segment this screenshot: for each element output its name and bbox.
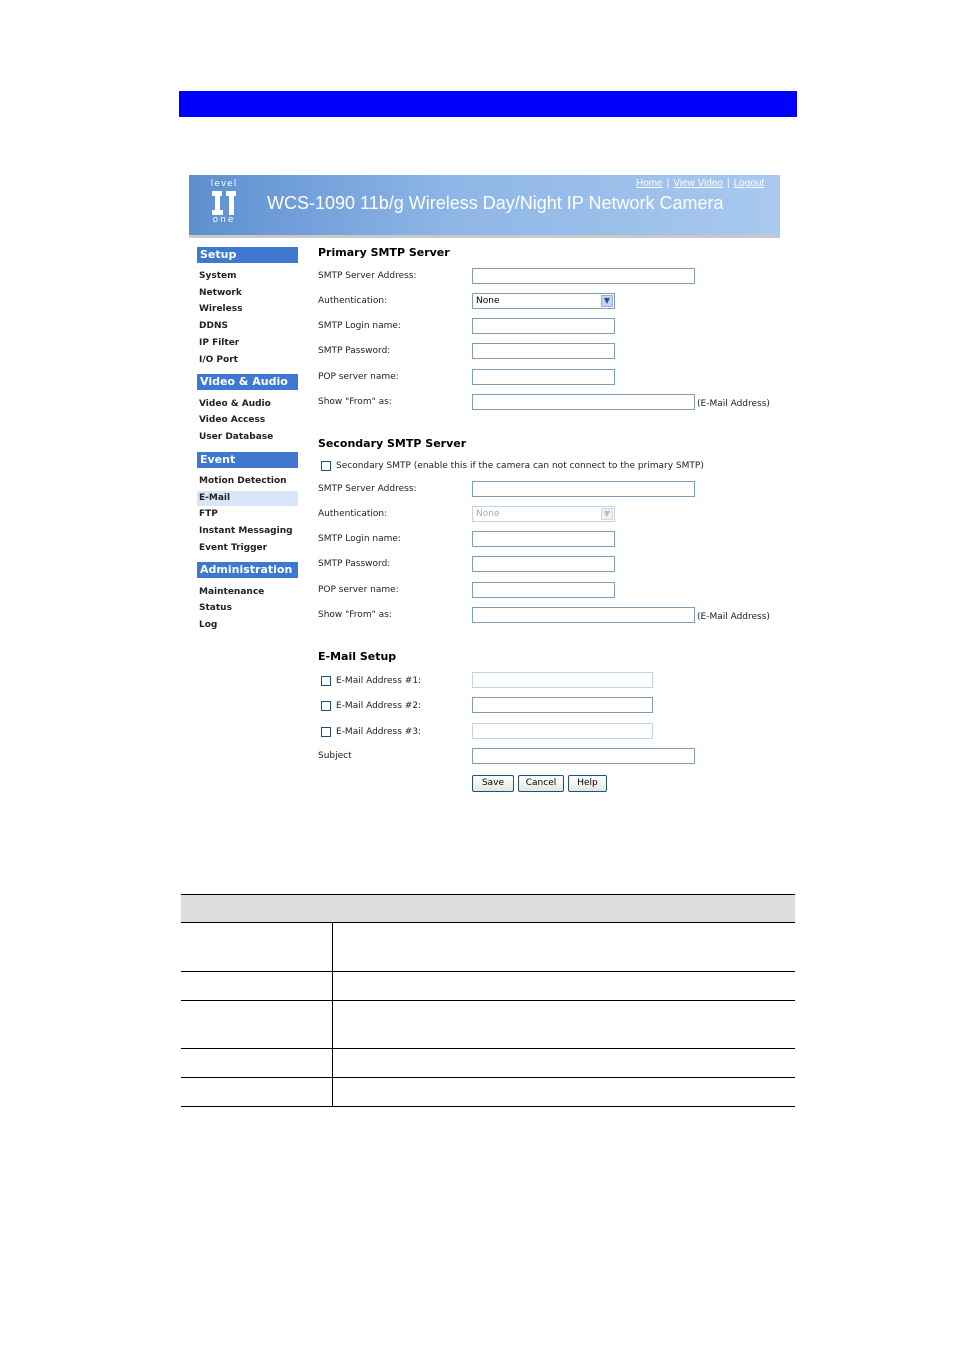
sidebar-item-ddns[interactable]: DDNS	[199, 321, 228, 331]
logo-mark-icon	[212, 191, 236, 215]
logo-text-top: level	[210, 179, 238, 189]
secondary-server-address-input[interactable]	[472, 481, 695, 497]
sidebar-item-user-database[interactable]: User Database	[199, 432, 274, 442]
sidebar-item-ftp[interactable]: FTP	[199, 509, 218, 519]
secondary-password-label: SMTP Password:	[318, 559, 391, 569]
primary-from-label: Show "From" as:	[318, 397, 392, 407]
table-column-divider	[332, 923, 333, 1106]
sidebar-item-network[interactable]: Network	[199, 288, 242, 298]
view-video-link[interactable]: View Video	[673, 178, 723, 189]
email-address-3-label: E-Mail Address #3:	[336, 727, 422, 737]
primary-auth-value: None	[476, 296, 500, 306]
primary-login-label: SMTP Login name:	[318, 321, 401, 331]
secondary-login-label: SMTP Login name:	[318, 534, 401, 544]
subject-label: Subject	[318, 751, 352, 761]
document-title-bar	[179, 91, 797, 117]
sidebar-item-ip-filter[interactable]: IP Filter	[199, 338, 240, 348]
header-links: Home | View Video | Logout	[636, 178, 765, 189]
secondary-smtp-checkbox[interactable]	[321, 461, 331, 471]
sidebar-item-event-trigger[interactable]: Event Trigger	[199, 543, 268, 553]
help-button[interactable]: Help	[568, 775, 607, 792]
email-address-3-checkbox[interactable]	[321, 727, 331, 737]
camera-title: WCS-1090 11b/g Wireless Day/Night IP Network Camera	[267, 193, 724, 213]
sidebar-item-log[interactable]: Log	[199, 620, 218, 630]
email-address-2-label: E-Mail Address #2:	[336, 701, 422, 711]
subject-input[interactable]	[472, 748, 695, 764]
home-link[interactable]: Home	[636, 178, 663, 189]
table-row-divider	[181, 1048, 795, 1049]
table-row-divider	[181, 1000, 795, 1001]
sidebar-item-io-port[interactable]: I/O Port	[199, 355, 238, 365]
secondary-auth-value: None	[476, 509, 500, 519]
email-address-3-input[interactable]	[472, 723, 653, 739]
email-address-1-input[interactable]	[472, 672, 653, 688]
sidebar-item-video-access[interactable]: Video Access	[199, 415, 266, 425]
email-address-1-checkbox[interactable]	[321, 676, 331, 686]
secondary-from-input[interactable]	[472, 607, 695, 623]
sidebar-item-email[interactable]: E-Mail	[199, 493, 231, 503]
logo-text-bottom: one	[212, 215, 236, 225]
sidebar-item-motion-detection[interactable]: Motion Detection	[199, 476, 287, 486]
sidebar-section-event: Event	[197, 452, 298, 468]
primary-from-input[interactable]	[472, 394, 695, 410]
secondary-smtp-title: Secondary SMTP Server	[318, 437, 467, 450]
sidebar-section-setup: Setup	[197, 247, 298, 263]
primary-auth-select[interactable]	[472, 293, 615, 309]
chevron-down-icon: ▼	[601, 508, 613, 520]
primary-auth-label: Authentication:	[318, 296, 388, 306]
secondary-from-label: Show "From" as:	[318, 610, 392, 620]
primary-pop-label: POP server name:	[318, 372, 399, 382]
email-setup-title: E-Mail Setup	[318, 650, 397, 663]
primary-smtp-title: Primary SMTP Server	[318, 246, 450, 259]
secondary-smtp-checkbox-label: Secondary SMTP (enable this if the camera can not connect to the primary SMTP)	[336, 461, 704, 471]
cancel-button[interactable]: Cancel	[518, 775, 564, 792]
secondary-pop-label: POP server name:	[318, 585, 399, 595]
sidebar-section-video-audio: Video & Audio	[197, 374, 298, 390]
sidebar-section-administration: Administration	[197, 562, 298, 578]
primary-password-label: SMTP Password:	[318, 346, 391, 356]
email-address-2-checkbox[interactable]	[321, 701, 331, 711]
table-row-divider	[181, 971, 795, 972]
secondary-from-suffix: (E-Mail Address)	[697, 612, 770, 622]
sidebar-item-video-audio[interactable]: Video & Audio	[199, 399, 271, 409]
secondary-password-input[interactable]	[472, 556, 615, 572]
sidebar-item-instant-messaging[interactable]: Instant Messaging	[199, 526, 293, 536]
secondary-pop-input[interactable]	[472, 582, 615, 598]
secondary-auth-select[interactable]	[472, 506, 615, 522]
email-address-2-input[interactable]	[472, 697, 653, 713]
email-address-1-label: E-Mail Address #1:	[336, 676, 422, 686]
primary-from-suffix: (E-Mail Address)	[697, 399, 770, 409]
sidebar-item-maintenance[interactable]: Maintenance	[199, 587, 265, 597]
save-button[interactable]: Save	[472, 775, 514, 792]
logout-link[interactable]: Logout	[733, 178, 765, 189]
secondary-auth-label: Authentication:	[318, 509, 388, 519]
chevron-down-icon: ▼	[601, 295, 613, 307]
table-bottom-border	[181, 1106, 795, 1107]
level-one-logo	[205, 180, 243, 226]
primary-pop-input[interactable]	[472, 369, 615, 385]
secondary-login-input[interactable]	[472, 531, 615, 547]
secondary-server-address-label: SMTP Server Address:	[318, 484, 417, 494]
sidebar-item-wireless[interactable]: Wireless	[199, 304, 243, 314]
sidebar-item-status[interactable]: Status	[199, 603, 232, 613]
sidebar-item-system[interactable]: System	[199, 271, 237, 281]
primary-server-address-label: SMTP Server Address:	[318, 271, 417, 281]
table-header-row	[181, 894, 795, 923]
primary-login-input[interactable]	[472, 318, 615, 334]
primary-server-address-input[interactable]	[472, 268, 695, 284]
table-row-divider	[181, 1077, 795, 1078]
primary-password-input[interactable]	[472, 343, 615, 359]
